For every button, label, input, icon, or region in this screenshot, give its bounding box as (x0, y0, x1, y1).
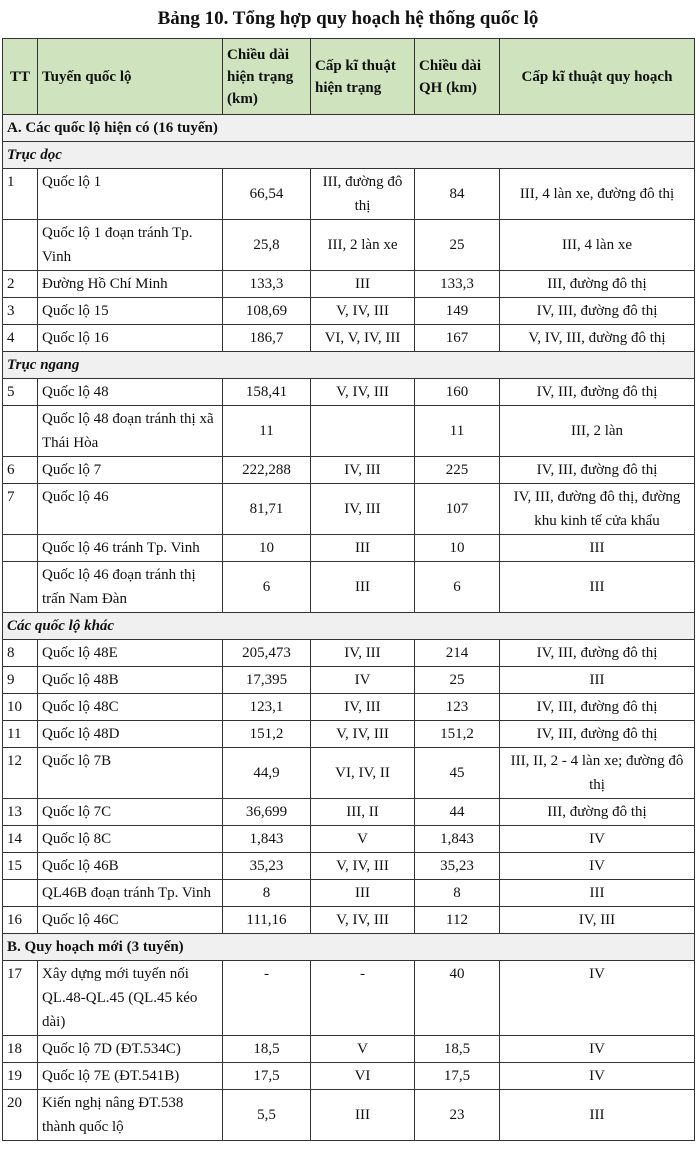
cell-route-name: Kiến nghị nâng ĐT.538 thành quốc lộ (38, 1090, 223, 1141)
national-highway-planning-table (2, 38, 695, 1141)
cell-current-grade: V, IV, III (311, 853, 415, 880)
cell-current-grade: V (311, 1036, 415, 1063)
cell-route-name: Quốc lộ 46B (38, 853, 223, 880)
table-row (3, 271, 695, 298)
cell-planned-grade: IV (500, 826, 695, 853)
cell-route-name: Xây dựng mới tuyến nối QL.48-QL.45 (QL.45 kéo dài) (38, 961, 223, 1036)
cell-current-length: 158,41 (223, 379, 311, 406)
cell-route-name: Quốc lộ 16 (38, 325, 223, 352)
cell-tt: 6 (3, 457, 38, 484)
cell-route-name: Quốc lộ 46 tránh Tp. Vinh (38, 535, 223, 562)
cell-current-grade: III, II (311, 799, 415, 826)
subsection-row (3, 142, 695, 169)
cell-current-length: 44,9 (223, 748, 311, 799)
cell-tt: 1 (3, 169, 38, 220)
header-current-grade: Cấp kĩ thuật hiện trạng (311, 39, 415, 115)
table-row (3, 406, 695, 457)
cell-planned-grade: IV, III, đường đô thị (500, 694, 695, 721)
cell-tt: 13 (3, 799, 38, 826)
cell-planned-length: 45 (415, 748, 500, 799)
cell-planned-grade: III (500, 562, 695, 613)
cell-planned-grade: III, II, 2 - 4 làn xe; đường đô thị (500, 748, 695, 799)
section-row (3, 115, 695, 142)
cell-planned-grade: III, đường đô thị (500, 799, 695, 826)
cell-current-length: 36,699 (223, 799, 311, 826)
cell-tt: 12 (3, 748, 38, 799)
cell-planned-length: 10 (415, 535, 500, 562)
cell-planned-grade: V, IV, III, đường đô thị (500, 325, 695, 352)
cell-current-length: 205,473 (223, 640, 311, 667)
cell-current-grade: V, IV, III (311, 721, 415, 748)
cell-route-name: Quốc lộ 46C (38, 907, 223, 934)
cell-current-grade: IV, III (311, 457, 415, 484)
cell-tt: 10 (3, 694, 38, 721)
cell-tt: 8 (3, 640, 38, 667)
cell-route-name: Quốc lộ 48 (38, 379, 223, 406)
cell-current-grade: III (311, 880, 415, 907)
cell-route-name: Quốc lộ 46 (38, 484, 223, 535)
cell-route-name: Quốc lộ 48B (38, 667, 223, 694)
table-row (3, 826, 695, 853)
table-row (3, 298, 695, 325)
cell-planned-length: 17,5 (415, 1063, 500, 1090)
cell-current-grade: V (311, 826, 415, 853)
table-row (3, 640, 695, 667)
table-row (3, 325, 695, 352)
cell-current-grade: III (311, 562, 415, 613)
cell-planned-grade: III (500, 880, 695, 907)
table-row (3, 1090, 695, 1141)
cell-current-length: 81,71 (223, 484, 311, 535)
cell-current-grade: V, IV, III (311, 379, 415, 406)
cell-route-name: Quốc lộ 7D (ĐT.534C) (38, 1036, 223, 1063)
cell-planned-grade: IV, III (500, 907, 695, 934)
cell-route-name: Quốc lộ 1 đoạn tránh Tp. Vinh (38, 220, 223, 271)
cell-route-name: Quốc lộ 48C (38, 694, 223, 721)
cell-tt: 16 (3, 907, 38, 934)
header-planned-length: Chiều dài QH (km) (415, 39, 500, 115)
table-row (3, 667, 695, 694)
cell-tt (3, 535, 38, 562)
table-row (3, 457, 695, 484)
subsection-heading: Trục dọc (3, 142, 695, 169)
table-row (3, 535, 695, 562)
cell-current-grade: IV, III (311, 640, 415, 667)
cell-current-length: 222,288 (223, 457, 311, 484)
cell-route-name: Quốc lộ 7B (38, 748, 223, 799)
cell-planned-grade: IV, III, đường đô thị (500, 721, 695, 748)
table-row (3, 748, 695, 799)
cell-planned-length: 40 (415, 961, 500, 1036)
subsection-row (3, 613, 695, 640)
cell-planned-length: 160 (415, 379, 500, 406)
cell-planned-length: 25 (415, 220, 500, 271)
cell-current-grade: IV, III (311, 694, 415, 721)
cell-planned-grade: IV, III, đường đô thị (500, 457, 695, 484)
cell-current-grade: IV (311, 667, 415, 694)
table-row (3, 907, 695, 934)
header-current-length: Chiều dài hiện trạng (km) (223, 39, 311, 115)
cell-current-length: 10 (223, 535, 311, 562)
cell-planned-grade: III, 4 làn xe, đường đô thị (500, 169, 695, 220)
cell-tt (3, 406, 38, 457)
cell-planned-grade: IV (500, 961, 695, 1036)
cell-planned-grade: IV, III, đường đô thị (500, 379, 695, 406)
cell-planned-grade: III (500, 535, 695, 562)
cell-current-length: 6 (223, 562, 311, 613)
cell-planned-length: 84 (415, 169, 500, 220)
cell-current-length: 5,5 (223, 1090, 311, 1141)
table-row (3, 721, 695, 748)
cell-planned-grade: IV, III, đường đô thị (500, 298, 695, 325)
cell-planned-length: 44 (415, 799, 500, 826)
cell-planned-grade: III, 4 làn xe (500, 220, 695, 271)
table-header (3, 39, 695, 115)
cell-current-length: 25,8 (223, 220, 311, 271)
cell-tt: 5 (3, 379, 38, 406)
cell-route-name: Quốc lộ 48E (38, 640, 223, 667)
cell-planned-length: 11 (415, 406, 500, 457)
cell-planned-length: 6 (415, 562, 500, 613)
cell-planned-grade: III, 2 làn (500, 406, 695, 457)
cell-current-length: 123,1 (223, 694, 311, 721)
cell-route-name: Quốc lộ 48D (38, 721, 223, 748)
cell-planned-length: 1,843 (415, 826, 500, 853)
cell-planned-length: 214 (415, 640, 500, 667)
cell-tt (3, 220, 38, 271)
cell-current-length: 151,2 (223, 721, 311, 748)
cell-current-grade: VI, V, IV, III (311, 325, 415, 352)
table-row (3, 799, 695, 826)
table-row (3, 694, 695, 721)
cell-route-name: Đường Hồ Chí Minh (38, 271, 223, 298)
header-route-name: Tuyến quốc lộ (38, 39, 223, 115)
cell-route-name: Quốc lộ 7 (38, 457, 223, 484)
header-planned-grade: Cấp kĩ thuật quy hoạch (500, 39, 695, 115)
table-row (3, 961, 695, 1036)
cell-tt: 19 (3, 1063, 38, 1090)
cell-current-length: 35,23 (223, 853, 311, 880)
cell-current-grade: - (311, 961, 415, 1036)
cell-planned-length: 133,3 (415, 271, 500, 298)
table-row (3, 1036, 695, 1063)
cell-current-length: 66,54 (223, 169, 311, 220)
cell-planned-grade: IV (500, 1063, 695, 1090)
cell-current-grade (311, 406, 415, 457)
subsection-row (3, 352, 695, 379)
table-row (3, 169, 695, 220)
cell-current-grade: V, IV, III (311, 298, 415, 325)
cell-tt: 14 (3, 826, 38, 853)
cell-route-name: Quốc lộ 7C (38, 799, 223, 826)
cell-tt: 3 (3, 298, 38, 325)
table-row (3, 880, 695, 907)
cell-current-length: 133,3 (223, 271, 311, 298)
cell-current-length: 18,5 (223, 1036, 311, 1063)
table-row (3, 484, 695, 535)
section-heading: B. Quy hoạch mới (3 tuyến) (3, 934, 695, 961)
section-row (3, 934, 695, 961)
cell-tt: 7 (3, 484, 38, 535)
cell-route-name: Quốc lộ 8C (38, 826, 223, 853)
cell-route-name: QL46B đoạn tránh Tp. Vinh (38, 880, 223, 907)
table-title: Bảng 10. Tổng hợp quy hoạch hệ thống quốc lộ (157, 8, 539, 29)
cell-current-length: 11 (223, 406, 311, 457)
cell-planned-grade: IV, III, đường đô thị, đường khu kinh tế cửa khẩu (500, 484, 695, 535)
cell-tt (3, 880, 38, 907)
table-body (3, 115, 695, 1141)
cell-planned-length: 149 (415, 298, 500, 325)
header-tt: TT (3, 39, 38, 115)
cell-planned-length: 112 (415, 907, 500, 934)
cell-current-length: 111,16 (223, 907, 311, 934)
table-row (3, 379, 695, 406)
cell-planned-length: 18,5 (415, 1036, 500, 1063)
cell-tt: 15 (3, 853, 38, 880)
table-row (3, 1063, 695, 1090)
cell-current-length: 1,843 (223, 826, 311, 853)
cell-current-grade: V, IV, III (311, 907, 415, 934)
cell-tt: 18 (3, 1036, 38, 1063)
cell-current-length: 8 (223, 880, 311, 907)
cell-current-grade: VI (311, 1063, 415, 1090)
cell-current-grade: III (311, 1090, 415, 1141)
cell-route-name: Quốc lộ 46 đoạn tránh thị trấn Nam Đàn (38, 562, 223, 613)
cell-current-grade: IV, III (311, 484, 415, 535)
cell-tt: 9 (3, 667, 38, 694)
cell-current-grade: VI, IV, II (311, 748, 415, 799)
cell-planned-length: 167 (415, 325, 500, 352)
cell-route-name: Quốc lộ 48 đoạn tránh thị xã Thái Hòa (38, 406, 223, 457)
section-heading: A. Các quốc lộ hiện có (16 tuyến) (3, 115, 695, 142)
cell-planned-grade: IV, III, đường đô thị (500, 640, 695, 667)
subsection-heading: Các quốc lộ khác (3, 613, 695, 640)
cell-planned-length: 23 (415, 1090, 500, 1141)
table-row (3, 853, 695, 880)
cell-planned-length: 151,2 (415, 721, 500, 748)
cell-current-length: - (223, 961, 311, 1036)
cell-tt (3, 562, 38, 613)
cell-planned-length: 123 (415, 694, 500, 721)
cell-tt: 17 (3, 961, 38, 1036)
cell-current-length: 17,395 (223, 667, 311, 694)
cell-current-length: 108,69 (223, 298, 311, 325)
subsection-heading: Trục ngang (3, 352, 695, 379)
cell-current-grade: III, đường đô thị (311, 169, 415, 220)
cell-route-name: Quốc lộ 7E (ĐT.541B) (38, 1063, 223, 1090)
cell-tt: 2 (3, 271, 38, 298)
cell-planned-grade: III (500, 1090, 695, 1141)
cell-planned-grade: IV (500, 853, 695, 880)
cell-tt: 4 (3, 325, 38, 352)
cell-current-length: 17,5 (223, 1063, 311, 1090)
cell-tt: 11 (3, 721, 38, 748)
cell-current-length: 186,7 (223, 325, 311, 352)
cell-planned-length: 107 (415, 484, 500, 535)
cell-planned-length: 25 (415, 667, 500, 694)
cell-planned-grade: III, đường đô thị (500, 271, 695, 298)
table-row (3, 220, 695, 271)
table-row (3, 562, 695, 613)
cell-current-grade: III, 2 làn xe (311, 220, 415, 271)
cell-route-name: Quốc lộ 1 (38, 169, 223, 220)
cell-planned-grade: III (500, 667, 695, 694)
cell-tt: 20 (3, 1090, 38, 1141)
cell-planned-length: 8 (415, 880, 500, 907)
cell-planned-grade: IV (500, 1036, 695, 1063)
cell-route-name: Quốc lộ 15 (38, 298, 223, 325)
cell-current-grade: III (311, 535, 415, 562)
cell-current-grade: III (311, 271, 415, 298)
cell-planned-length: 225 (415, 457, 500, 484)
cell-planned-length: 35,23 (415, 853, 500, 880)
